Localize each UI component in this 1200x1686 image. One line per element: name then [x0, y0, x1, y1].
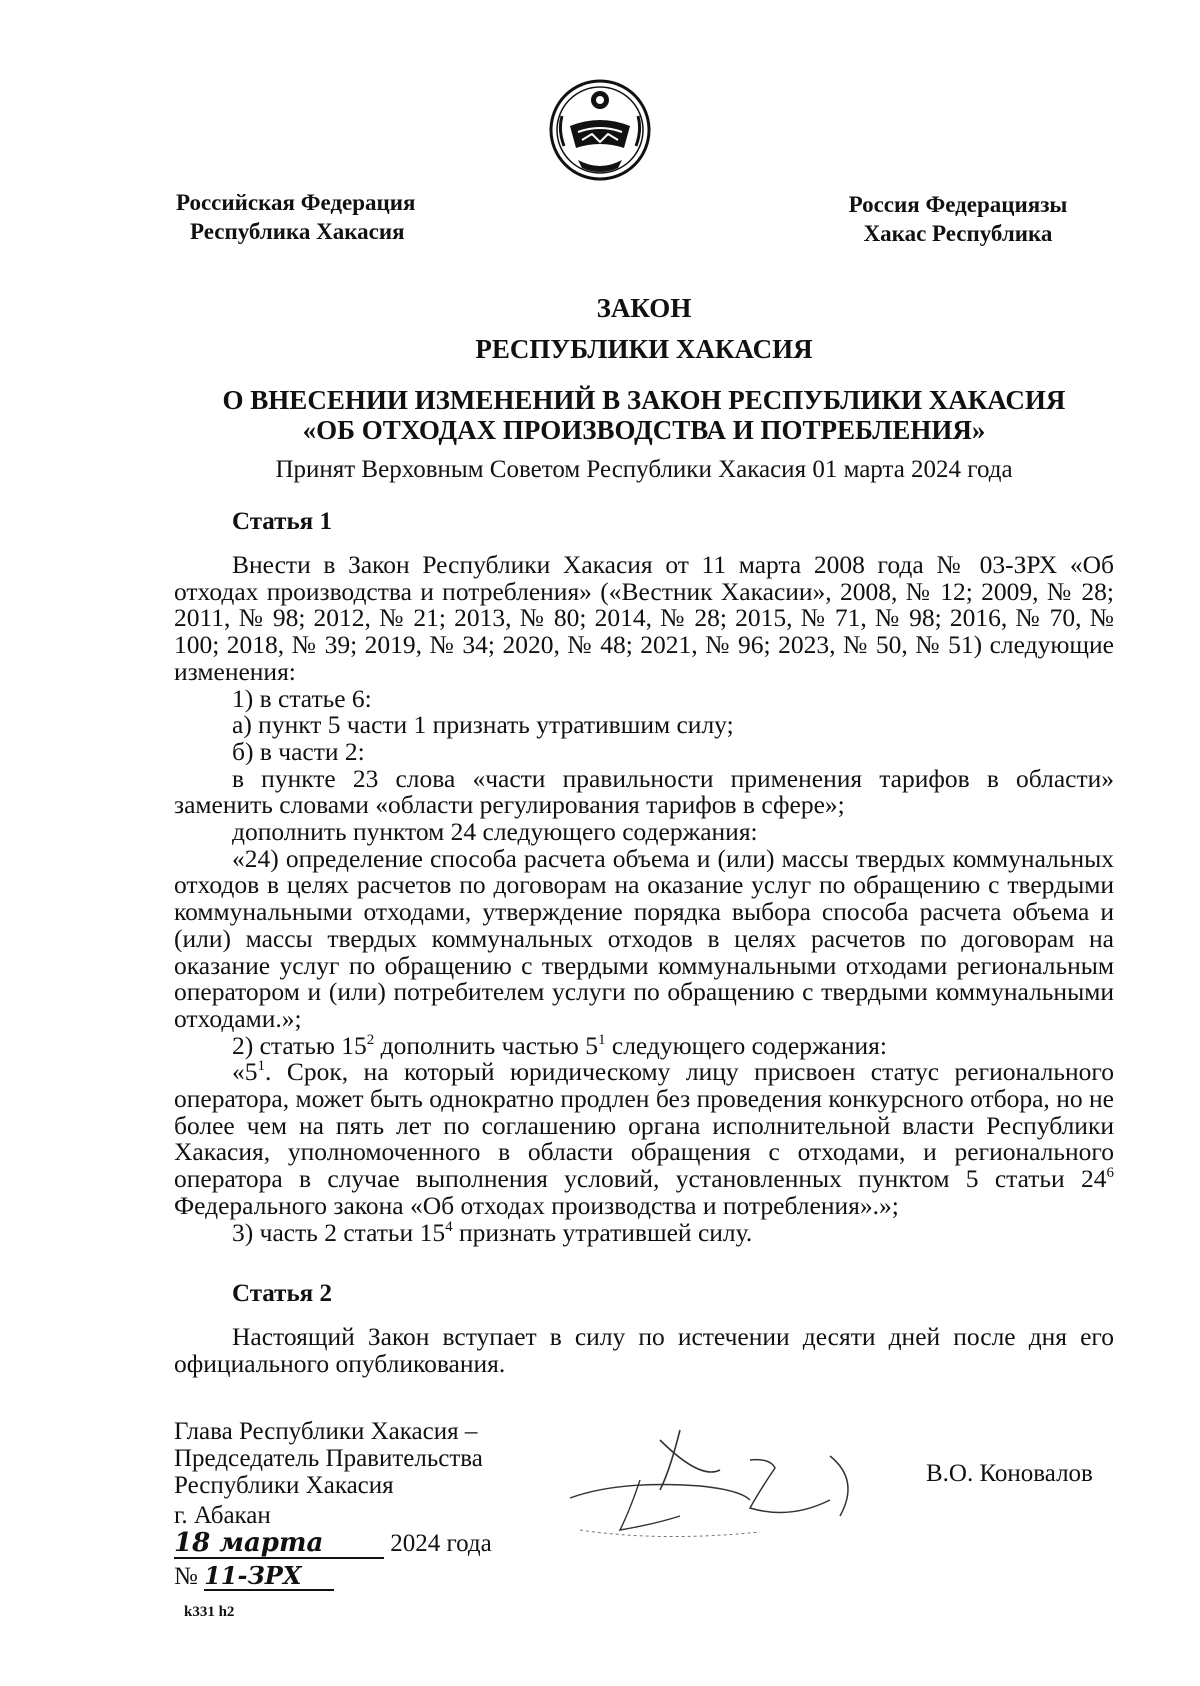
item2-text-b: дополнить частью 5	[374, 1030, 598, 1060]
article1-part51	[174, 1059, 1114, 1219]
part51-sup: 1	[257, 1058, 265, 1075]
item3-text-a: 3) часть 2 статьи 15	[232, 1217, 446, 1247]
article1-item1: 1) в статье 6:	[232, 683, 372, 713]
law-subtitle-line2: «ОБ ОТХОДАХ ПРОИЗВОДСТВА И ПОТРЕБЛЕНИЯ»	[302, 415, 986, 445]
law-subtitle	[174, 385, 1114, 445]
number-prefix: №	[174, 1563, 198, 1590]
article1-item1a: а) пункт 5 части 1 признать утратившим силу;	[232, 710, 734, 740]
law-title-line2: РЕСПУБЛИКИ ХАКАСИЯ	[475, 334, 813, 364]
part51-sup2: 6	[1106, 1165, 1114, 1182]
signatory-name: В.О. Коновалов	[926, 1460, 1093, 1487]
article1-intro: Внести в Закон Республики Хакасия от 11 марта 2008 года № 03-ЗРХ «Об отходах производства и потребления» («Вестник Хакасии», 2008, № 12; 2009, № 28; 2011, № 98; 2012, № 21; 2013, № 80; 2014, № 28; 2015, № 71, № 98; 2016, № 70, № 100; 2018, № 39; 2019, № 34; 2020, № 48; 2021, № 96; 2023, № 50, № 51) следующие изменения:	[174, 550, 1114, 686]
item2-sup1: 2	[366, 1031, 375, 1048]
article1-body	[174, 552, 1114, 1246]
position-line1: Глава Республики Хакасия –	[174, 1418, 478, 1445]
article1-item1b: б) в части 2:	[232, 736, 365, 766]
law-subtitle-line1: О ВНЕСЕНИИ ИЗМЕНЕНИЙ В ЗАКОН РЕСПУБЛИКИ ХАКАСИЯ	[222, 385, 1066, 415]
article1-p24-intro: дополнить пунктом 24 следующего содержания:	[232, 817, 758, 847]
item2-text-a: 2) статью 15	[232, 1030, 367, 1060]
signatory-position	[174, 1418, 483, 1499]
part51-text-a: «5	[232, 1057, 258, 1087]
article1-p23: в пункте 23 слова «части правильности применения тарифов в области» заменить словами «области регулирования тарифов в сфере»;	[174, 763, 1114, 820]
header-right-line2: Хакас Республика	[863, 221, 1053, 246]
header-left	[176, 188, 415, 246]
article1-p24-text: «24) определение способа расчета объема и (или) массы твердых коммунальных отходов в целях расчетов по договорам на оказание услуг по обращению с твердыми коммунальными отходами, утверждение порядка выбора способа расчета объема и (или) массы твердых коммунальных отходов в целях расчетов по договорам на оказание услуг по обращению с твердыми коммунальными отходами региональным оператором и (или) потребителем услуги по обращению с твердыми коммунальными отходами.»;	[174, 843, 1114, 1033]
law-title	[174, 292, 1114, 366]
article2-heading: Статья 2	[232, 1280, 332, 1307]
part51-text-b: . Срок, на который юридическому лицу присвоен статус регионального оператора, может быть однократно продлен без проведения конкурсного отбора, но не более чем на пять лет по соглашению органа исполнительной власти Республики Хакасия, уполномоченного в области обращения с отходами, и регионального оператора в случае выполнения условий, установленных пунктом 5 статьи 24	[174, 1057, 1114, 1194]
handwritten-signature	[560, 1420, 900, 1560]
header-left-line1: Российская Федерация	[176, 190, 416, 215]
article2-body	[174, 1324, 1114, 1377]
date-handwritten: 18 марта	[174, 1530, 384, 1559]
law-number	[174, 1562, 334, 1591]
header-left-line2: Республика Хакасия	[190, 219, 405, 244]
number-handwritten: 11-ЗРХ	[204, 1562, 334, 1591]
city: г. Абакан	[174, 1502, 271, 1529]
adopted-line: Принят Верховным Советом Республики Хакасия 01 марта 2024 года	[275, 456, 1013, 483]
article2-text: Настоящий Закон вступает в силу по истечении десяти дней после дня его официального опубликования.	[174, 1322, 1114, 1378]
item3-text-b: признать утратившей силу.	[452, 1217, 753, 1247]
article1-item2	[174, 1030, 1114, 1060]
item2-sup2: 1	[598, 1031, 606, 1048]
document-code: k331 h2	[184, 1604, 235, 1620]
coat-of-arms-emblem	[548, 76, 652, 184]
item2-text-c: следующего содержания:	[605, 1030, 887, 1060]
header-right	[838, 190, 1078, 248]
position-line3: Республики Хакасия	[174, 1472, 394, 1499]
item3-sup: 4	[445, 1218, 453, 1235]
date-year: 2024 года	[390, 1530, 492, 1557]
article1-item3	[174, 1217, 1114, 1247]
signing-date	[174, 1530, 492, 1559]
law-title-line1: ЗАКОН	[596, 293, 692, 323]
article1-heading: Статья 1	[232, 508, 332, 535]
header-right-line1: Россия Федерациязы	[848, 192, 1068, 217]
part51-text-c: Федерального закона «Об отходах производства и потребления».»;	[174, 1190, 899, 1220]
position-line2: Председатель Правительства	[174, 1445, 483, 1472]
